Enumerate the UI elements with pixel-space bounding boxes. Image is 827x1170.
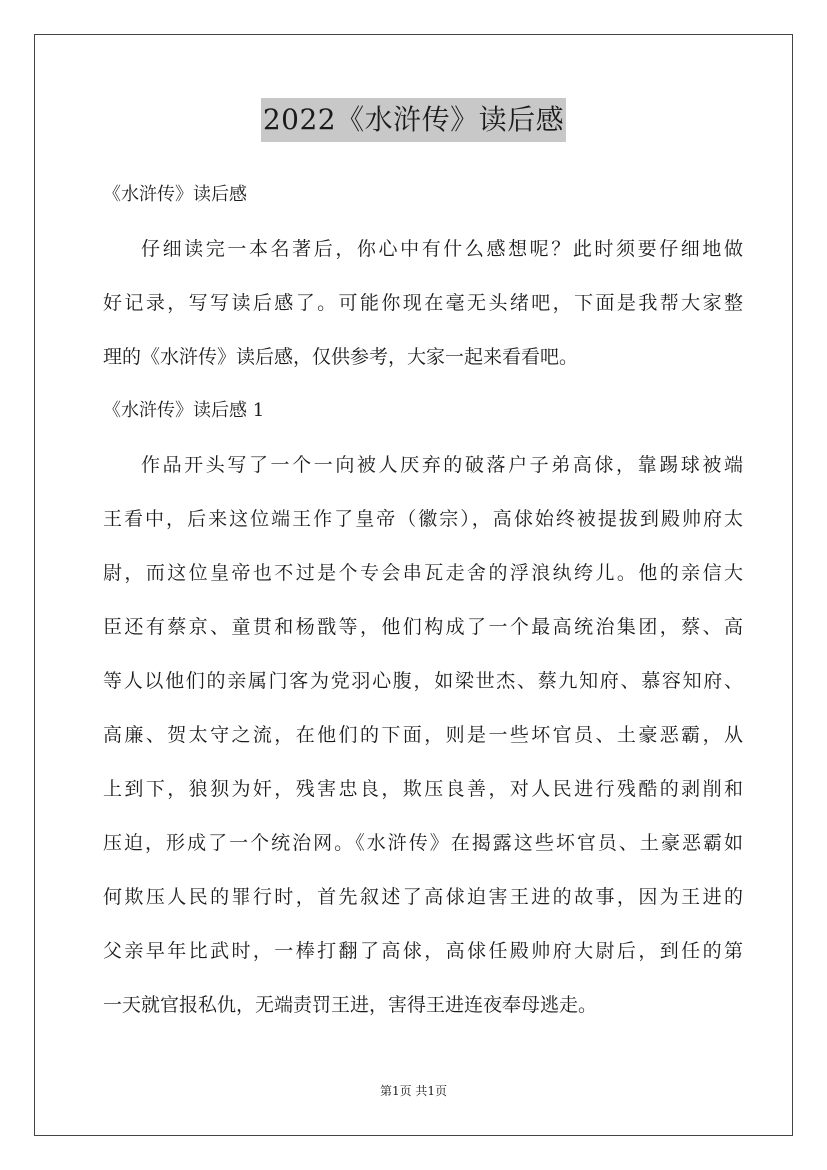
intro-line-2: 好记录，写写读后感了。可能你现在毫无头绪吧，下面是我帮大家整 (103, 292, 743, 314)
essay-line-5: 等人以他们的亲属门客为党羽心腹，如梁世杰、蔡九知府、慕容知府、 (103, 670, 743, 692)
intro-line-1: 仔细读完一本名著后，你心中有什么感想呢？此时须要仔细地做 (141, 238, 743, 260)
essay-line-4: 臣还有蔡京、童贯和杨戬等，他们构成了一个最高统治集团，蔡、高 (103, 616, 743, 638)
essay-line-10: 父亲早年比武时，一棒打翻了高俅，高俅任殿帅府大尉后，到任的第 (103, 940, 743, 962)
section-heading: 《水浒传》读后感 (103, 184, 247, 205)
essay-line-1: 作品开头写了一个一向被人厌弃的破落户子弟高俅，靠踢球被端 (141, 454, 743, 476)
essay-line-9: 何欺压人民的罪行时，首先叙述了高俅迫害王进的故事，因为王进的 (103, 886, 743, 908)
essay-line-2: 王看中，后来这位端王作了皇帝（徽宗），高俅始终被提拔到殿帅府太 (103, 508, 743, 530)
essay-heading: 《水浒传》读后感 1 (103, 400, 265, 421)
intro-line-3: 理的《水浒传》读后感，仅供参考，大家一起来看看吧。 (103, 346, 579, 368)
essay-line-6: 高廉、贺太守之流，在他们的下面，则是一些坏官员、土豪恶霸，从 (103, 724, 743, 746)
essay-line-11: 一天就官报私仇，无端责罚王进，害得王进连夜奉母逃走。 (103, 994, 598, 1016)
essay-line-3: 尉，而这位皇帝也不过是个专会串瓦走舍的浮浪纨绔儿。他的亲信大 (103, 562, 743, 584)
essay-line-7: 上到下，狼狈为奸，残害忠良，欺压良善，对人民进行残酷的剥削和 (103, 778, 743, 800)
title-container (0, 98, 827, 142)
document-title: 2022《水浒传》读后感 (261, 98, 566, 142)
essay-line-8: 压迫，形成了一个统治网。《水浒传》在揭露这些坏官员、土豪恶霸如 (103, 832, 743, 854)
page-footer: 第1页 共1页 (379, 1084, 448, 1098)
